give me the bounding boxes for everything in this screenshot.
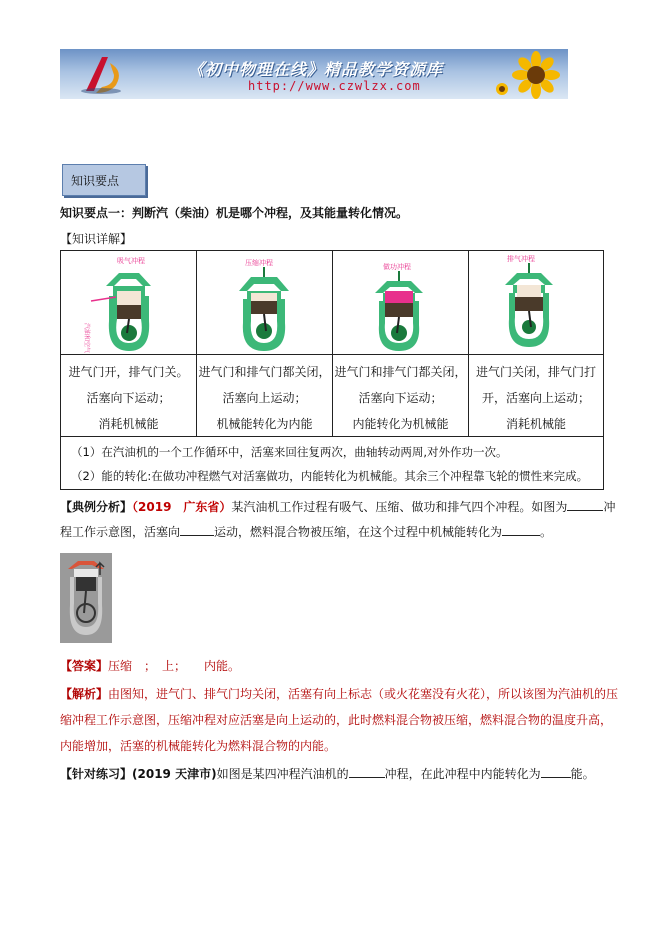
blank-direction[interactable] bbox=[180, 535, 214, 536]
intake-stroke-diagram bbox=[61, 251, 196, 354]
banner-title: 《初中物理在线》精品教学资源库 bbox=[188, 60, 444, 79]
exhaust-line-1: 进气门关闭，排气门打 bbox=[475, 365, 596, 379]
example-tag: 【典例分析】 bbox=[60, 500, 133, 514]
practice-line bbox=[60, 765, 595, 782]
compression-line-2: 活塞向上运动； bbox=[222, 391, 307, 405]
stroke-text-cell-intake bbox=[60, 354, 197, 437]
power-stroke-diagram bbox=[333, 251, 468, 354]
compression-stroke-label: 压缩冲程 bbox=[245, 259, 273, 267]
power-line-3: 内能转化为机械能 bbox=[352, 417, 449, 431]
example-line-2 bbox=[60, 523, 552, 540]
sunflower-icon bbox=[494, 51, 564, 99]
analysis-tag: 【解析】 bbox=[60, 687, 109, 701]
practice-text-1: 如图是某四冲程汽油机的 bbox=[216, 767, 349, 781]
analysis-text-1: 由图知，进气门、排气门均关闭，活塞有向上标志（或火花塞没有火花），所以该图为汽油机的压 bbox=[108, 687, 619, 701]
power-line-2: 活塞向下运动； bbox=[358, 391, 443, 405]
power-stroke-label: 做功冲程 bbox=[383, 263, 411, 271]
section-header-box bbox=[62, 164, 146, 196]
exhaust-line-3: 消耗机械能 bbox=[505, 417, 566, 431]
blank-energy[interactable] bbox=[502, 535, 540, 536]
compression-line-3: 机械能转化为内能 bbox=[216, 417, 313, 431]
stroke-table bbox=[60, 250, 604, 483]
exhaust-stroke-diagram bbox=[469, 251, 603, 354]
logo-icon bbox=[72, 53, 130, 95]
practice-source: (2019 天津市) bbox=[132, 767, 217, 781]
point-title: 知识要点一：判断汽（柴油）机是哪个冲程，及其能量转化情况。 bbox=[60, 206, 409, 220]
intake-line-1: 进气门开，排气门关。 bbox=[68, 365, 189, 379]
practice-tag: 【针对练习】 bbox=[60, 767, 133, 781]
practice-text-3: 能。 bbox=[570, 767, 595, 781]
section-header-label: 知识要点 bbox=[71, 174, 120, 188]
answer-line bbox=[60, 657, 240, 674]
detail-label: 【知识详解】 bbox=[60, 232, 133, 246]
example-source: （2019 广东省） bbox=[132, 500, 232, 514]
answer-text: 压缩 ； 上； 内能。 bbox=[108, 659, 241, 673]
exhaust-stroke-label: 排气冲程 bbox=[507, 255, 535, 263]
note-1: （1）在汽油机的一个工作循环中，活塞来回往复两次，曲轴转动两周,对外作功一次。 bbox=[71, 445, 508, 459]
stroke-image-cell-intake bbox=[60, 250, 197, 355]
intake-line-2: 活塞向下运动； bbox=[86, 391, 171, 405]
exhaust-line-2: 开，活塞向上运动； bbox=[481, 391, 590, 405]
stroke-text-cell-power bbox=[332, 354, 469, 437]
stroke-image-cell-compression bbox=[196, 250, 333, 355]
notes-cell bbox=[60, 436, 604, 490]
stroke-image-cell-exhaust bbox=[468, 250, 604, 355]
note-2: （2）能的转化:在做功冲程燃气对活塞做功，内能转化为机械能。其余三个冲程靠飞轮的惯性来完成。 bbox=[71, 469, 589, 483]
example-line-1 bbox=[60, 498, 615, 515]
compression-line-1: 进气门和排气门都关闭， bbox=[198, 365, 331, 379]
answer-tag: 【答案】 bbox=[60, 659, 109, 673]
compression-stroke-diagram bbox=[197, 251, 332, 354]
analysis-line-3: 内能增加，活塞的机械能转化为燃料混合物的内能。 bbox=[60, 739, 337, 753]
intake-stroke-label: 吸气冲程 bbox=[117, 257, 145, 265]
intake-line-3: 消耗机械能 bbox=[98, 417, 159, 431]
analysis-line-1 bbox=[60, 685, 618, 702]
stroke-text-cell-exhaust bbox=[468, 354, 604, 437]
blank-practice-energy[interactable] bbox=[541, 777, 571, 778]
example-text-2c: 。 bbox=[540, 525, 553, 539]
intake-side-note: 汽油和空气 bbox=[83, 323, 90, 354]
engine-photo-drawing bbox=[60, 553, 112, 643]
example-engine-photo bbox=[60, 553, 112, 643]
practice-text-2: 冲程，在此冲程中内能转化为 bbox=[384, 767, 541, 781]
example-text-2b: 运动，燃料混合物被压缩，在这个过程中机械能转化为 bbox=[214, 525, 503, 539]
header-banner bbox=[60, 49, 568, 99]
stroke-text-cell-compression bbox=[196, 354, 333, 437]
blank-stroke-name[interactable] bbox=[567, 510, 603, 511]
analysis-line-2: 缩冲程工作示意图，压缩冲程对应活塞是向上运动的，此时燃料混合物被压缩，燃料混合物的温度升高， bbox=[60, 713, 613, 727]
power-line-1: 进气门和排气门都关闭， bbox=[334, 365, 467, 379]
example-text-1b: 冲 bbox=[603, 500, 616, 514]
blank-practice-stroke[interactable] bbox=[349, 777, 385, 778]
example-text-1: 某汽油机工作过程有吸气、压缩、做功和排气四个冲程。如图为 bbox=[231, 500, 568, 514]
example-text-2a: 程工作示意图，活塞向 bbox=[60, 525, 181, 539]
stroke-image-cell-power bbox=[332, 250, 469, 355]
banner-url[interactable]: http://www.czwlzx.com bbox=[248, 79, 421, 93]
